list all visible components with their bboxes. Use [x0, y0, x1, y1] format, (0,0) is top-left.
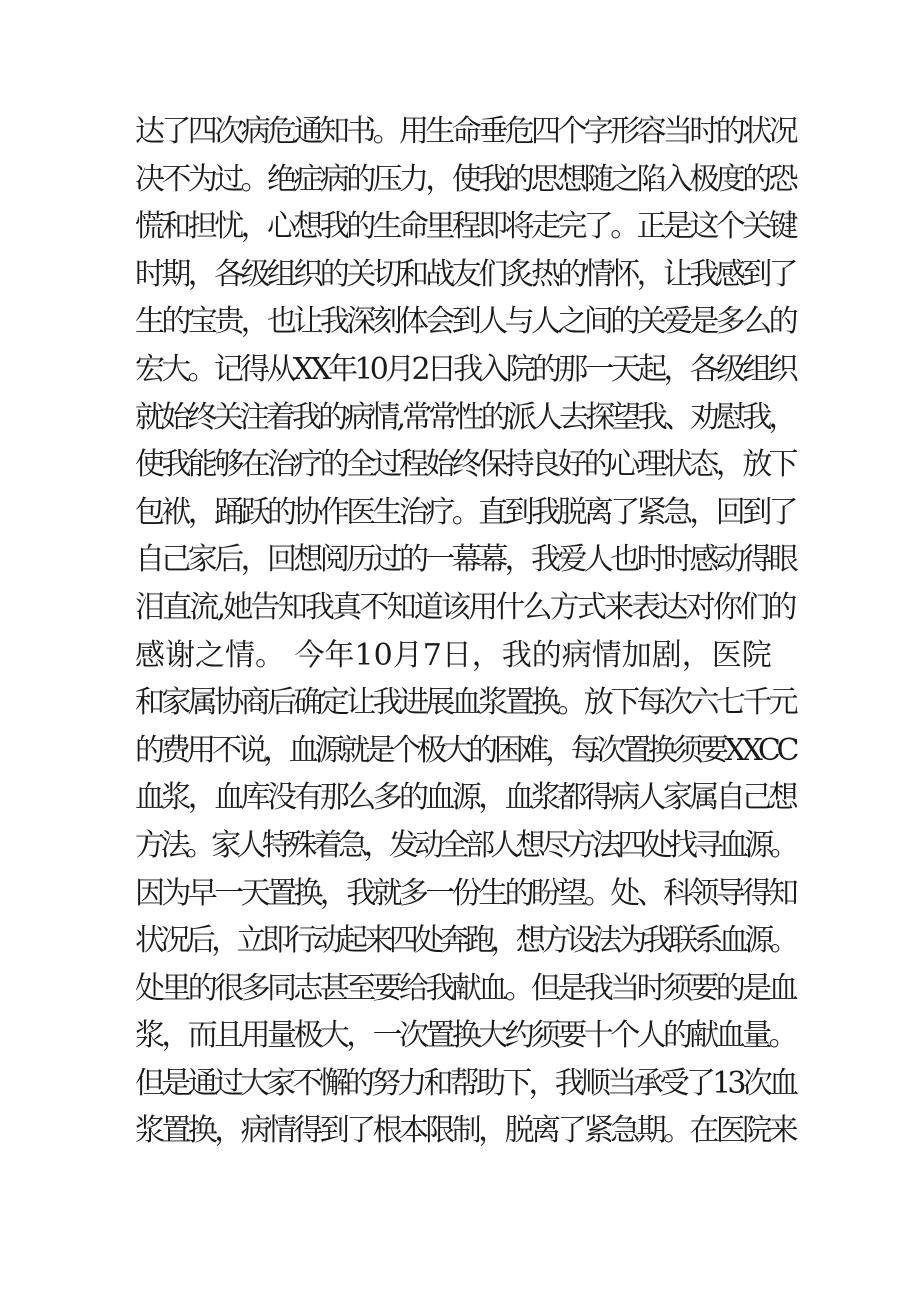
text-line: 宏大。记得从XX年10月2日我入院的那一天起，各级组织	[135, 351, 795, 387]
text-line: 浆，而且用量极大，一次置换大约须要十个人的献血量。	[135, 1018, 795, 1054]
text-line: 方法。家人特殊着急，发动全部人想尽方法四处找寻血源。	[135, 827, 795, 863]
text-line: 泪直流,她告知我真不知道该用什么方式来表达对你们的	[135, 589, 795, 625]
text-line: 决不为过。绝症病的压力，使我的思想随之陷入极度的恐	[135, 161, 795, 197]
text-line: 浆置换，病情得到了根本限制，脱离了紧急期。在医院来	[135, 1113, 795, 1149]
text-line: 感谢之情。 今年10月7日，我的病情加剧，医院	[135, 637, 772, 673]
text-line: 处里的很多同志甚至要给我献血。但是我当时须要的是血	[135, 970, 795, 1006]
text-line: 自己家后，回想阅历过的一幕幕，我爱人也时时感动得眼	[135, 542, 795, 578]
text-line: 和家属协商后确定让我进展血浆置换。放下每次六七千元	[135, 685, 795, 721]
text-line: 包袱，踊跃的协作医生治疗。直到我脱离了紧急，回到了	[135, 494, 795, 530]
text-line: 但是通过大家不懈的努力和帮助下，我顺当承受了13次血	[135, 1065, 796, 1101]
text-line: 血浆，血库没有那么多的血源，血浆都得病人家属自己想	[135, 780, 795, 816]
text-line: 状况后，立即行动起来四处奔跑，想方设法为我联系血源。	[135, 923, 795, 959]
text-line: 的费用不说，血源就是个极大的困难，每次置换须要XXCC	[135, 732, 796, 768]
text-line: 达了四次病危通知书。用生命垂危四个字形容当时的状况	[135, 114, 795, 149]
text-line: 慌和担忧，心想我的生命里程即将走完了。正是这个关键	[135, 209, 795, 245]
text-line: 时期，各级组织的关切和战友们炙热的情怀，让我感到了	[135, 256, 795, 292]
text-line: 因为早一天置换，我就多一份生的盼望。处、科领导得知	[135, 875, 795, 911]
text-line: 使我能够在治疗的全过程始终保持良好的心理状态，放下	[135, 447, 795, 483]
text-line: 生的宝贵，也让我深刻体会到人与人之间的关爱是多么的	[135, 304, 795, 340]
body-text	[135, 108, 795, 1155]
text-line: 就始终关注着我的病情,常常性的派人去探望我、劝慰我，	[135, 399, 795, 435]
